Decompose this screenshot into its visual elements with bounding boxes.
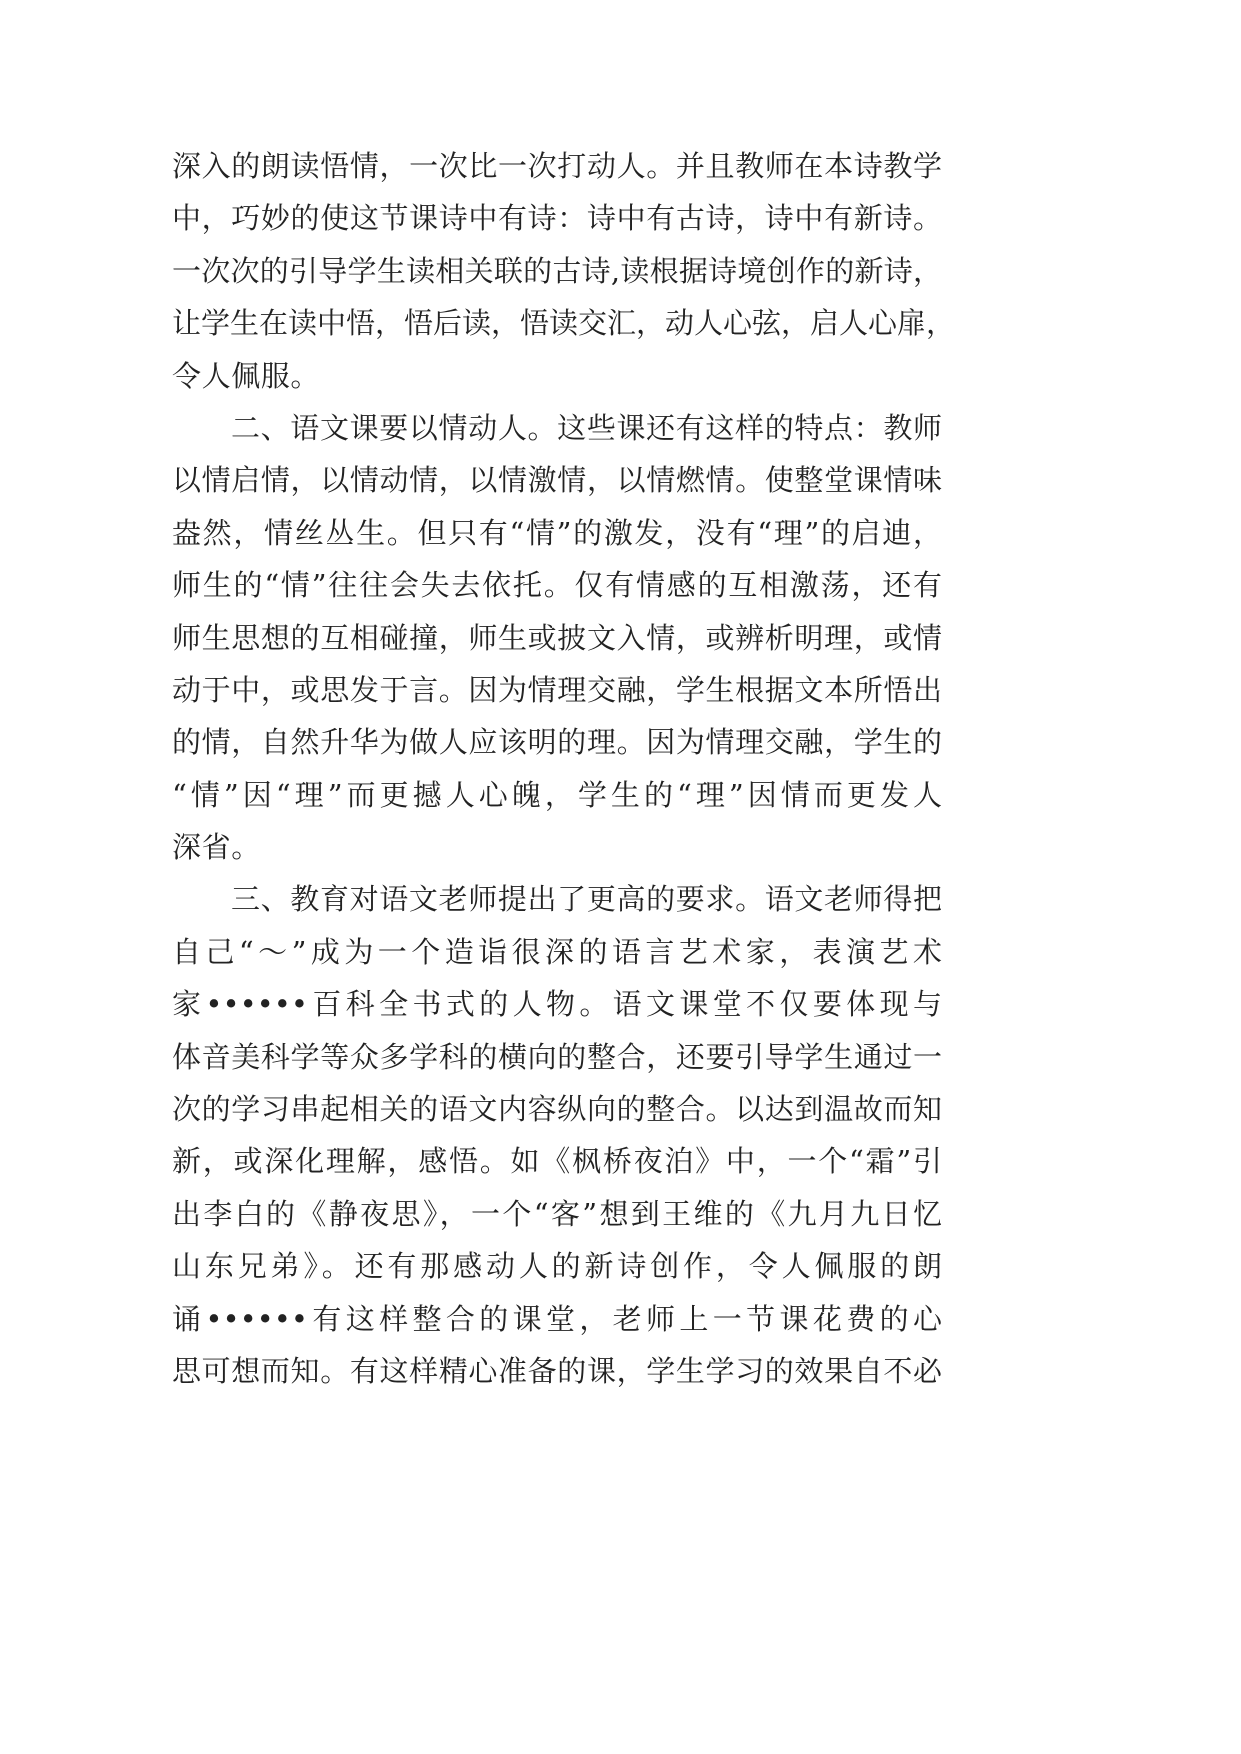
text-line: 二、语文课要以情动人。这些课还有这样的特点：教师 (231, 410, 942, 445)
text-line: 诵••••••有这样整合的课堂，老师上一节课花费的心 (172, 1301, 942, 1336)
text-line: 新，或深化理解，感悟。如《枫桥夜泊》中，一个“霜”引 (172, 1144, 942, 1179)
text-line: 次的学习串起相关的语文内容纵向的整合。以达到温故而知 (172, 1092, 942, 1127)
text-line: 思可想而知。有这样精心准备的课，学生学习的效果自不必 (172, 1353, 942, 1388)
text-line: 师生的“情”往往会失去依托。仅有情感的互相激荡，还有 (172, 568, 942, 603)
text-line: 山东兄弟》。还有那感动人的新诗创作，令人佩服的朗 (172, 1249, 942, 1284)
text-line: 师生思想的互相碰撞，师生或披文入情，或辨析明理，或情 (172, 620, 942, 655)
text-line: 让学生在读中悟，悟后读，悟读交汇，动人心弦，启人心扉， (172, 306, 956, 341)
text-line: 一次次的引导学生读相关联的古诗,读根据诗境创作的新诗， (172, 253, 942, 288)
text-line: 自己“～”成为一个造诣很深的语言艺术家，表演艺术 (172, 934, 942, 969)
text-line: 动于中，或思发于言。因为情理交融，学生根据文本所悟出 (172, 672, 942, 707)
text-line: 深省。 (172, 830, 261, 865)
text-line: 出李白的《静夜思》，一个“客”想到王维的《九月九日忆 (172, 1196, 942, 1231)
paragraph-section-two (172, 402, 942, 874)
paragraph-continuation (172, 140, 956, 402)
text-line: 令人佩服。 (172, 358, 321, 393)
text-line: 以情启情，以情动情，以情激情，以情燃情。使整堂课情味 (172, 463, 942, 498)
body-text (172, 140, 956, 1397)
text-line: “情”因“理”而更撼人心魄，学生的“理”因情而更发人 (172, 777, 942, 812)
text-line: 体音美科学等众多学科的横向的整合，还要引导学生通过一 (172, 1039, 942, 1074)
text-line: 深入的朗读悟情，一次比一次打动人。并且教师在本诗教学 (172, 149, 942, 183)
text-line: 家••••••百科全书式的人物。语文课堂不仅要体现与 (172, 987, 942, 1022)
text-line: 中，巧妙的使这节课诗中有诗：诗中有古诗，诗中有新诗。 (172, 201, 942, 236)
text-line: 盎然，情丝丛生。但只有“情”的激发，没有“理”的启迪， (172, 515, 942, 550)
text-line: 三、教育对语文老师提出了更高的要求。语文老师得把 (231, 882, 942, 917)
text-line: 的情，自然升华为做人应该明的理。因为情理交融，学生的 (172, 725, 942, 760)
paragraph-section-three (172, 873, 942, 1397)
